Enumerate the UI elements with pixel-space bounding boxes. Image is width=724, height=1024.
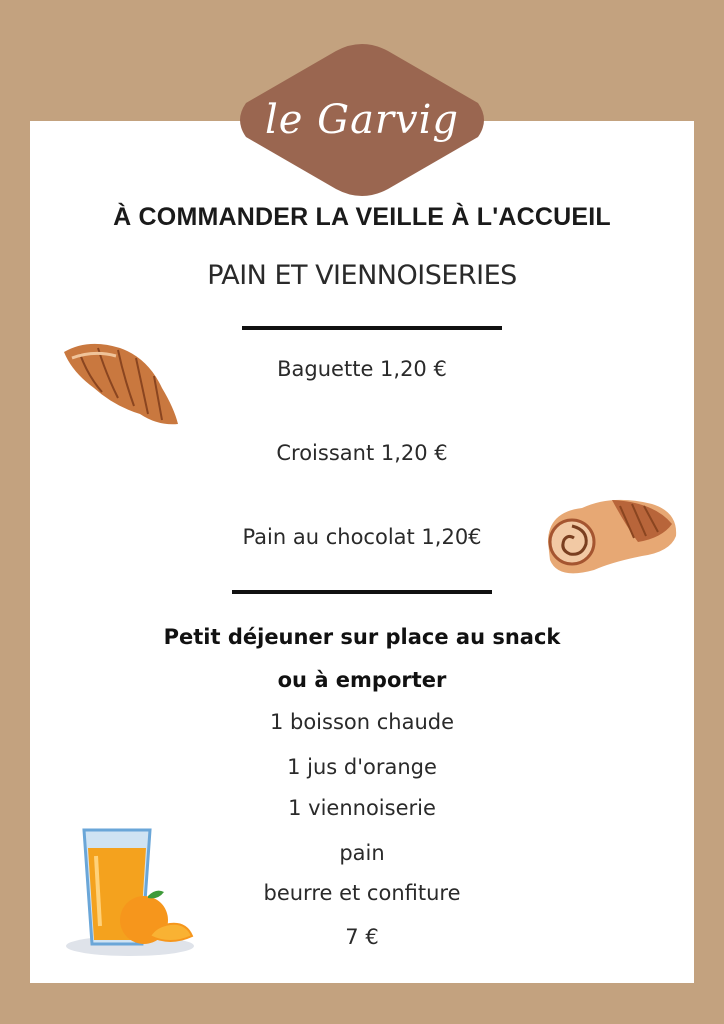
brand-name: le Garvig — [264, 97, 460, 143]
breakfast-heading-1: Petit déjeuner sur place au snack — [163, 625, 561, 649]
breakfast-item: 1 jus d'orange — [287, 755, 437, 779]
croissant-illustration-icon — [58, 336, 182, 430]
breakfast-price: 7 € — [345, 925, 379, 949]
product-baguette: Baguette 1,20 € — [277, 357, 447, 381]
product-croissant: Croissant 1,20 € — [276, 441, 448, 465]
pain-au-chocolat-illustration-icon — [542, 490, 682, 578]
breakfast-item: pain — [339, 841, 385, 865]
breakfast-heading-2: ou à emporter — [277, 668, 447, 692]
breakfast-item: 1 boisson chaude — [269, 710, 455, 734]
brand-logo — [226, 41, 498, 199]
page-title: À COMMANDER LA VEILLE À L'ACCUEIL — [113, 203, 611, 231]
breakfast-item: 1 viennoiserie — [288, 796, 436, 820]
divider-top — [242, 326, 502, 330]
page-subtitle: PAIN ET VIENNOISERIES — [207, 260, 517, 291]
divider-middle — [232, 590, 492, 594]
orange-juice-illustration-icon — [66, 826, 196, 960]
breakfast-item: beurre et confiture — [263, 881, 461, 905]
product-pain-au-chocolat: Pain au chocolat 1,20€ — [242, 525, 482, 549]
